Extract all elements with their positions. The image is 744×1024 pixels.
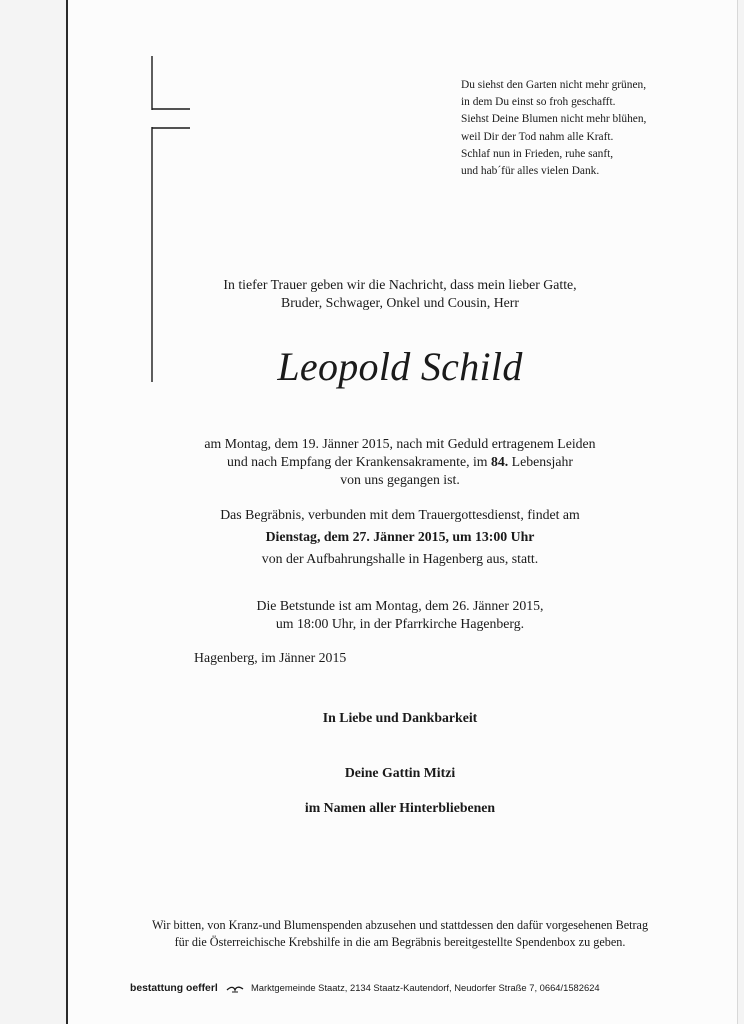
place-and-date: Hagenberg, im Jänner 2015 bbox=[194, 650, 347, 665]
poem-line: in dem Du einst so froh geschafft. bbox=[461, 96, 616, 109]
closing-love: In Liebe und Dankbarkeit bbox=[322, 710, 478, 725]
death-line-text: Lebensjahr bbox=[508, 454, 573, 469]
death-line-text: und nach Empfang der Krankensakramente, im bbox=[227, 454, 491, 469]
poem-line: Schlaf nun in Frieden, ruhe sanft, bbox=[461, 147, 614, 160]
poem-line: Du siehst den Garten nicht mehr grünen, bbox=[461, 79, 647, 91]
deceased-name: Leopold Schild bbox=[277, 344, 523, 389]
poem-line: weil Dir der Tod nahm alle Kraft. bbox=[461, 130, 614, 143]
prayer-info bbox=[100, 597, 700, 633]
funeral-date: Dienstag, dem 27. Jänner 2015, um 13:00 Uhr bbox=[265, 529, 535, 544]
death-line: von uns gegangen ist. bbox=[340, 472, 460, 487]
poem-line: Siehst Deine Blumen nicht mehr blühen, bbox=[461, 113, 647, 126]
age-value: 84. bbox=[490, 454, 509, 469]
funeral-line: Das Begräbnis, verbunden mit dem Trauergottesdienst, findet am bbox=[220, 507, 580, 522]
poem-line: und hab´für alles vielen Dank. bbox=[461, 165, 600, 178]
closing-wife: Deine Gattin Mitzi bbox=[344, 765, 456, 780]
donation-request bbox=[70, 917, 730, 951]
page-left-edge-line bbox=[66, 0, 68, 1024]
cross-icon bbox=[150, 56, 192, 386]
footer bbox=[130, 981, 600, 996]
request-line: für die Österreichische Krebshilfe in die am Begräbnis bereitgestellte Spendenbox zu geben. bbox=[174, 935, 626, 949]
intro-line: Bruder, Schwager, Onkel und Cousin, Herr bbox=[281, 295, 519, 310]
death-line bbox=[100, 453, 700, 471]
poem-verse bbox=[461, 77, 701, 180]
prayer-line: Die Betstunde ist am Montag, dem 26. Jänner 2015, bbox=[256, 598, 544, 613]
intro-line: In tiefer Trauer geben wir die Nachricht, dass mein lieber Gatte, bbox=[223, 277, 577, 292]
swallow-icon bbox=[226, 984, 244, 994]
prayer-line: um 18:00 Uhr, in der Pfarrkirche Hagenberg. bbox=[275, 616, 525, 631]
funeral-home-brand: bestattung oefferl bbox=[130, 983, 218, 994]
funeral-home-address: Marktgemeinde Staatz, 2134 Staatz-Kautendorf, Neudorfer Straße 7, 0664/1582624 bbox=[250, 982, 600, 993]
closing-family: im Namen aller Hinterbliebenen bbox=[304, 800, 496, 815]
funeral-line: von der Aufbahrungshalle in Hagenberg aus, statt. bbox=[261, 551, 539, 566]
death-notice bbox=[100, 435, 700, 489]
funeral-info bbox=[100, 506, 700, 568]
page-right-edge-line bbox=[737, 0, 738, 1024]
request-line: Wir bitten, von Kranz-und Blumenspenden abzusehen und stattdessen den dafür vorgesehenen Betrag bbox=[151, 918, 649, 932]
death-line: am Montag, dem 19. Jänner 2015, nach mit Geduld ertragenem Leiden bbox=[204, 436, 596, 451]
announcement-intro bbox=[100, 276, 700, 312]
